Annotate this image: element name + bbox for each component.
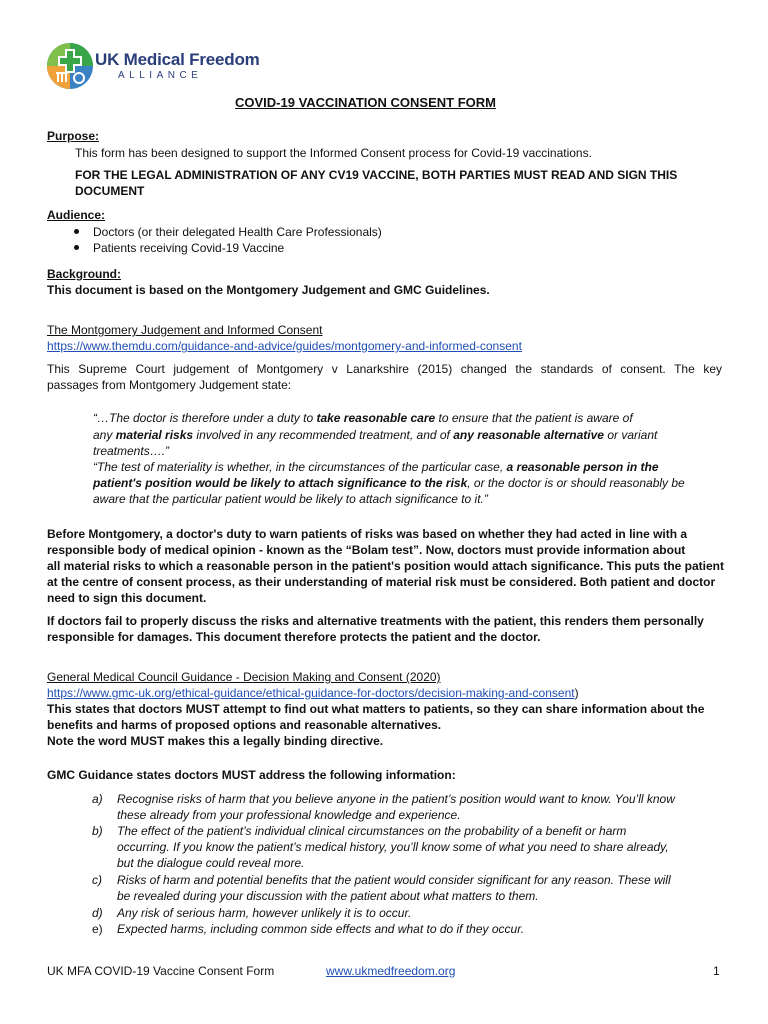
list-item-text: be revealed during your discussion with the patient about what matters to them.	[117, 889, 539, 903]
para-3-line-2: responsible for damages. This document therefore protects the patient and the doctor.	[47, 630, 541, 644]
list-marker: a)	[92, 792, 103, 806]
background-heading: Background:	[47, 267, 122, 281]
bullet-icon	[74, 245, 79, 250]
list-marker: c)	[92, 873, 102, 887]
gmc-link[interactable]: https://www.gmc-uk.org/ethical-guidance/ethical-guidance-for-doctors/decision-making-and-consent	[47, 686, 575, 700]
footer-link[interactable]: www.ukmedfreedom.org	[326, 964, 456, 978]
legal-notice-line-1: FOR THE LEGAL ADMINISTRATION OF ANY CV19 VACCINE, BOTH PARTIES MUST READ AND SIGN THIS	[75, 168, 678, 182]
alliance-logo-icon	[46, 42, 94, 90]
list-item-text: these already from your professional knowledge and experience.	[117, 808, 461, 822]
quote-2-line-3: aware that the particular patient would be likely to attach significance to it.”	[93, 492, 488, 506]
list-item-text: Recognise risks of harm that you believe anyone in the patient’s position would want to know. You’ll know	[117, 792, 675, 806]
list-item-text: The effect of the patient’s individual clinical circumstances on the probability of a benefit or harm	[117, 824, 627, 838]
gmc-link-line: https://www.gmc-uk.org/ethical-guidance/ethical-guidance-for-doctors/decision-making-and-consent)	[47, 686, 579, 700]
para-3-line-1: If doctors fail to properly discuss the risks and alternative treatments with the patient, this renders them personally	[47, 614, 704, 628]
purpose-heading: Purpose:	[47, 129, 100, 143]
list-item-text: occurring. If you know the patient’s medical history, you’ll know some of what you need to share already,	[117, 840, 669, 854]
montgomery-para-1-line-1: This Supreme Court judgement of Montgomery v Lanarkshire (2015) changed the standards of consent. The key	[47, 362, 722, 376]
gmc-heading: General Medical Council Guidance - Decision Making and Consent (2020)	[47, 670, 441, 684]
gmc-address: GMC Guidance states doctors MUST address the following information:	[47, 768, 456, 782]
list-item-text: Risks of harm and potential benefits that the patient would consider significant for any reason. These will	[117, 873, 671, 887]
purpose-text: This form has been designed to support the Informed Consent process for Covid-19 vaccinations.	[75, 146, 592, 160]
quote-1-line-2: any material risks involved in any recommended treatment, and of any reasonable alternative or variant	[93, 428, 658, 442]
footer-title: UK MFA COVID-19 Vaccine Consent Form	[47, 964, 275, 978]
list-item-text: Expected harms, including common side effects and what to do if they occur.	[117, 922, 525, 936]
audience-heading: Audience:	[47, 208, 106, 222]
page-number: 1	[713, 964, 720, 978]
logo-subtitle: ALLIANCE	[118, 70, 203, 81]
para-2-line-1: Before Montgomery, a doctor's duty to warn patients of risks was based on whether they had acted in line with a	[47, 527, 688, 541]
quote-1-line-3: treatments….”	[93, 444, 170, 458]
gmc-note: Note the word MUST makes this a legally binding directive.	[47, 734, 384, 748]
audience-item: Patients receiving Covid-19 Vaccine	[93, 241, 285, 255]
para-2-line-3: all material risks to which a reasonable person in the patient's position would attach significance. This puts the patient	[47, 559, 724, 573]
gmc-text-line-2: benefits and harms of proposed options and reasonable alternatives.	[47, 718, 442, 732]
bullet-icon	[74, 229, 79, 234]
para-2-line-4: at the centre of consent process, as their understanding of material risk must be considered. Both patient and doctor	[47, 575, 716, 589]
list-marker: d)	[92, 906, 103, 920]
audience-item: Doctors (or their delegated Health Care Professionals)	[93, 225, 382, 239]
montgomery-link[interactable]: https://www.themdu.com/guidance-and-advice/guides/montgomery-and-informed-consent	[47, 339, 522, 353]
list-marker: b)	[92, 824, 103, 838]
legal-notice-line-2: DOCUMENT	[75, 184, 145, 198]
para-2-line-2: responsible body of medical opinion - known as the “Bolam test”. Now, doctors must provide information about	[47, 543, 686, 557]
montgomery-heading: The Montgomery Judgement and Informed Consent	[47, 323, 323, 337]
logo-name: UK Medical Freedom	[95, 50, 260, 69]
page-title: COVID-19 VACCINATION CONSENT FORM	[235, 95, 496, 110]
quote-2-line-1: “The test of materiality is whether, in the circumstances of the particular case, a reasonable person in the	[93, 460, 659, 474]
list-item-text: but the dialogue could reveal more.	[117, 856, 305, 870]
list-item-text: Any risk of serious harm, however unlikely it is to occur.	[117, 906, 412, 920]
list-marker: e)	[92, 922, 103, 936]
quote-1-line-1: “…The doctor is therefore under a duty to take reasonable care to ensure that the patient is aware of	[93, 411, 633, 425]
background-text: This document is based on the Montgomery Judgement and GMC Guidelines.	[47, 283, 490, 297]
quote-2-line-2: patient's position would be likely to attach significance to the risk, or the doctor is or should reasonably be	[93, 476, 685, 490]
montgomery-para-1-line-2: passages from Montgomery Judgement state:	[47, 378, 292, 392]
gmc-text-line-1: This states that doctors MUST attempt to find out what matters to patients, so they can share information about the	[47, 702, 705, 716]
para-2-line-5: need to sign this document.	[47, 591, 207, 605]
